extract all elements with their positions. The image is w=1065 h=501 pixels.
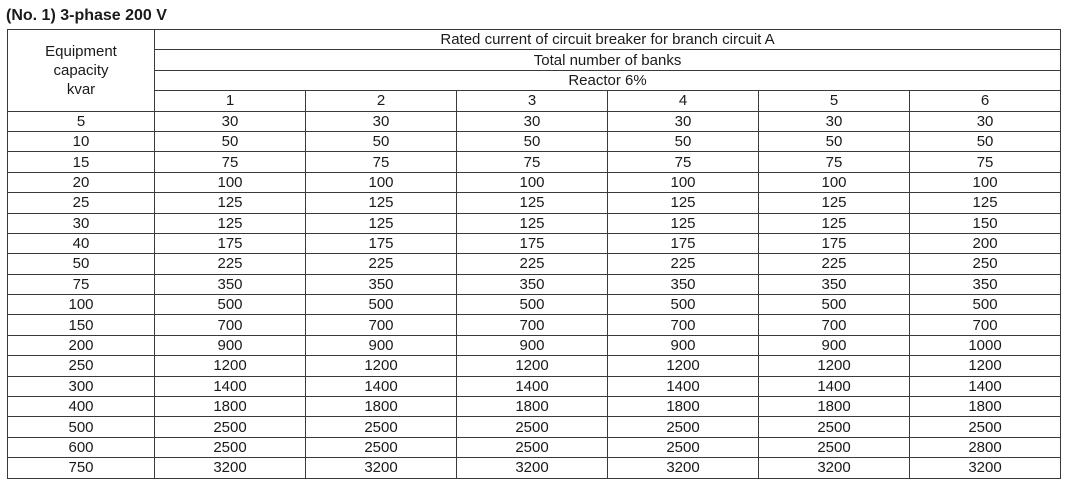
current-cell: 1800 <box>457 397 608 417</box>
capacity-cell: 30 <box>8 213 155 233</box>
current-cell: 30 <box>457 111 608 131</box>
current-cell: 225 <box>759 254 910 274</box>
current-cell: 1200 <box>910 356 1061 376</box>
current-cell: 50 <box>910 131 1061 151</box>
current-cell: 1800 <box>759 397 910 417</box>
capacity-cell: 5 <box>8 111 155 131</box>
current-cell: 3200 <box>457 458 608 478</box>
current-cell: 125 <box>608 213 759 233</box>
capacity-cell: 750 <box>8 458 155 478</box>
current-cell: 175 <box>457 233 608 253</box>
current-cell: 225 <box>306 254 457 274</box>
current-cell: 1200 <box>306 356 457 376</box>
bank-number-header: 1 <box>155 91 306 111</box>
equipment-capacity-header-line: kvar <box>66 80 96 98</box>
current-cell: 350 <box>457 274 608 294</box>
current-cell: 75 <box>608 152 759 172</box>
current-cell: 100 <box>608 172 759 192</box>
current-cell: 900 <box>457 335 608 355</box>
table-row <box>8 335 1061 355</box>
current-cell: 100 <box>155 172 306 192</box>
current-cell: 2800 <box>910 437 1061 457</box>
table-row <box>8 315 1061 335</box>
current-cell: 50 <box>608 131 759 151</box>
header-row-reactor <box>8 70 1061 90</box>
current-cell: 900 <box>306 335 457 355</box>
capacity-cell: 15 <box>8 152 155 172</box>
capacity-cell: 40 <box>8 233 155 253</box>
current-cell: 3200 <box>306 458 457 478</box>
current-cell: 350 <box>608 274 759 294</box>
current-cell: 700 <box>457 315 608 335</box>
bank-number-header: 5 <box>759 91 910 111</box>
current-cell: 125 <box>155 213 306 233</box>
current-cell: 125 <box>457 213 608 233</box>
current-cell: 1200 <box>457 356 608 376</box>
current-cell: 1400 <box>759 376 910 396</box>
current-cell: 2500 <box>155 417 306 437</box>
current-cell: 125 <box>306 213 457 233</box>
bank-number-header: 4 <box>608 91 759 111</box>
current-cell: 150 <box>910 213 1061 233</box>
current-cell: 2500 <box>306 417 457 437</box>
table-row <box>8 172 1061 192</box>
table-row <box>8 295 1061 315</box>
table-row <box>8 152 1061 172</box>
current-cell: 1400 <box>608 376 759 396</box>
current-cell: 500 <box>608 295 759 315</box>
current-cell: 700 <box>608 315 759 335</box>
current-cell: 1400 <box>910 376 1061 396</box>
current-cell: 50 <box>155 131 306 151</box>
current-cell: 225 <box>155 254 306 274</box>
current-cell: 1400 <box>457 376 608 396</box>
capacity-cell: 300 <box>8 376 155 396</box>
capacity-cell: 50 <box>8 254 155 274</box>
header-row-rated-current <box>8 30 1061 50</box>
current-cell: 2500 <box>457 437 608 457</box>
current-cell: 1800 <box>155 397 306 417</box>
current-cell: 1200 <box>155 356 306 376</box>
capacity-cell: 500 <box>8 417 155 437</box>
page-title: (No. 1) 3-phase 200 V <box>6 7 167 24</box>
current-cell: 900 <box>155 335 306 355</box>
table-row <box>8 274 1061 294</box>
current-cell: 500 <box>457 295 608 315</box>
table-row <box>8 376 1061 396</box>
current-cell: 1000 <box>910 335 1061 355</box>
rated-current-header: Rated current of circuit breaker for branch circuit A <box>155 30 1061 50</box>
current-cell: 125 <box>306 193 457 213</box>
current-cell: 1400 <box>155 376 306 396</box>
current-cell: 125 <box>457 193 608 213</box>
capacity-cell: 75 <box>8 274 155 294</box>
table-row <box>8 417 1061 437</box>
current-cell: 175 <box>608 233 759 253</box>
bank-number-header: 6 <box>910 91 1061 111</box>
current-cell: 500 <box>759 295 910 315</box>
current-cell: 175 <box>306 233 457 253</box>
current-cell: 1800 <box>910 397 1061 417</box>
current-cell: 500 <box>910 295 1061 315</box>
current-cell: 700 <box>759 315 910 335</box>
capacity-cell: 200 <box>8 335 155 355</box>
current-cell: 700 <box>155 315 306 335</box>
breaker-rating-table <box>7 29 1061 479</box>
current-cell: 30 <box>155 111 306 131</box>
table-row <box>8 111 1061 131</box>
current-cell: 250 <box>910 254 1061 274</box>
table-row <box>8 437 1061 457</box>
current-cell: 2500 <box>910 417 1061 437</box>
current-cell: 2500 <box>759 417 910 437</box>
table-row <box>8 193 1061 213</box>
current-cell: 700 <box>306 315 457 335</box>
current-cell: 100 <box>457 172 608 192</box>
current-cell: 30 <box>759 111 910 131</box>
current-cell: 125 <box>608 193 759 213</box>
current-cell: 75 <box>910 152 1061 172</box>
current-cell: 30 <box>608 111 759 131</box>
current-cell: 2500 <box>759 437 910 457</box>
current-cell: 900 <box>759 335 910 355</box>
table-row <box>8 458 1061 478</box>
table-row <box>8 254 1061 274</box>
capacity-cell: 600 <box>8 437 155 457</box>
current-cell: 3200 <box>155 458 306 478</box>
current-cell: 175 <box>155 233 306 253</box>
table-body <box>8 30 1061 479</box>
current-cell: 350 <box>910 274 1061 294</box>
current-cell: 100 <box>306 172 457 192</box>
current-cell: 1200 <box>608 356 759 376</box>
current-cell: 125 <box>910 193 1061 213</box>
table-row <box>8 131 1061 151</box>
current-cell: 500 <box>155 295 306 315</box>
capacity-cell: 25 <box>8 193 155 213</box>
capacity-cell: 400 <box>8 397 155 417</box>
current-cell: 350 <box>155 274 306 294</box>
current-cell: 1800 <box>608 397 759 417</box>
capacity-cell: 20 <box>8 172 155 192</box>
table-row <box>8 397 1061 417</box>
current-cell: 175 <box>759 233 910 253</box>
current-cell: 3200 <box>759 458 910 478</box>
current-cell: 75 <box>759 152 910 172</box>
current-cell: 75 <box>457 152 608 172</box>
current-cell: 75 <box>155 152 306 172</box>
current-cell: 2500 <box>306 437 457 457</box>
current-cell: 225 <box>608 254 759 274</box>
current-cell: 2500 <box>457 417 608 437</box>
reactor-header: Reactor 6% <box>155 70 1061 90</box>
table-row <box>8 233 1061 253</box>
current-cell: 125 <box>759 193 910 213</box>
current-cell: 700 <box>910 315 1061 335</box>
current-cell: 50 <box>457 131 608 151</box>
current-cell: 350 <box>306 274 457 294</box>
current-cell: 2500 <box>608 437 759 457</box>
current-cell: 30 <box>306 111 457 131</box>
current-cell: 350 <box>759 274 910 294</box>
current-cell: 100 <box>910 172 1061 192</box>
current-cell: 125 <box>759 213 910 233</box>
current-cell: 50 <box>759 131 910 151</box>
table-row <box>8 356 1061 376</box>
current-cell: 3200 <box>608 458 759 478</box>
total-banks-header: Total number of banks <box>155 50 1061 70</box>
current-cell: 200 <box>910 233 1061 253</box>
bank-number-header: 3 <box>457 91 608 111</box>
header-row-bank-numbers <box>8 91 1061 111</box>
current-cell: 1400 <box>306 376 457 396</box>
current-cell: 225 <box>457 254 608 274</box>
current-cell: 100 <box>759 172 910 192</box>
equipment-capacity-header <box>8 30 155 112</box>
equipment-capacity-header-line: capacity <box>53 61 109 79</box>
equipment-capacity-header-line: Equipment <box>45 42 117 60</box>
current-cell: 500 <box>306 295 457 315</box>
current-cell: 3200 <box>910 458 1061 478</box>
header-row-total-banks <box>8 50 1061 70</box>
capacity-cell: 10 <box>8 131 155 151</box>
table-row <box>8 213 1061 233</box>
bank-number-header: 2 <box>306 91 457 111</box>
current-cell: 50 <box>306 131 457 151</box>
current-cell: 1800 <box>306 397 457 417</box>
current-cell: 75 <box>306 152 457 172</box>
current-cell: 2500 <box>155 437 306 457</box>
current-cell: 125 <box>155 193 306 213</box>
current-cell: 2500 <box>608 417 759 437</box>
capacity-cell: 150 <box>8 315 155 335</box>
capacity-cell: 100 <box>8 295 155 315</box>
current-cell: 1200 <box>759 356 910 376</box>
capacity-cell: 250 <box>8 356 155 376</box>
current-cell: 30 <box>910 111 1061 131</box>
current-cell: 900 <box>608 335 759 355</box>
